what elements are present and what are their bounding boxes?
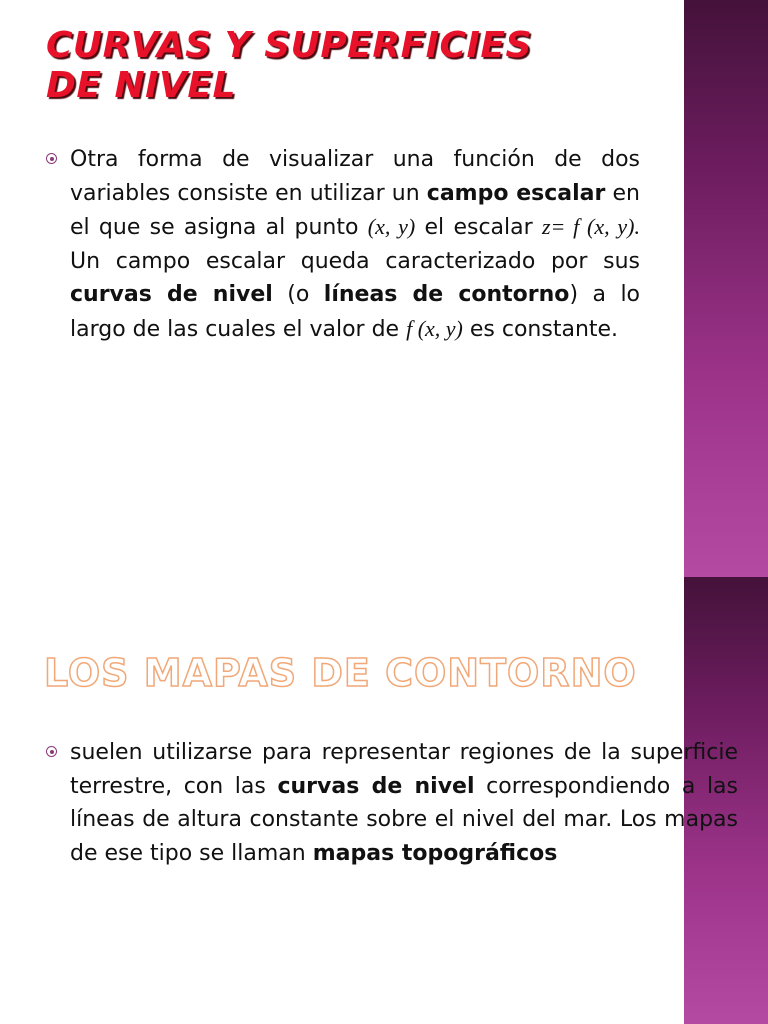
text-run: ) a lo largo de las cuales el valor de [70, 282, 641, 342]
sidebar-segment-top [684, 0, 768, 577]
bold-term-curvas-de-nivel: curvas de nivel [277, 773, 475, 799]
slide-title-line-1: CURVAS Y SUPERFICIES [46, 25, 532, 66]
bullet-item-contour-maps [46, 736, 746, 906]
math-point: (x, y) [367, 214, 416, 240]
bold-term-lineas-de-contorno: líneas de contorno [323, 282, 570, 308]
text-run: el escalar [415, 215, 542, 241]
bold-term-campo-escalar: campo escalar [426, 180, 606, 206]
text-run: es constante. [462, 316, 619, 342]
bullet-circle-icon [46, 746, 57, 757]
slide-title-line-2: DE NIVEL [46, 65, 236, 106]
text-run: (o [272, 282, 324, 308]
bullet-paragraph [70, 143, 640, 347]
text-run: correspondiendo a las líneas de altura constante sobre el nivel del mar. Los mapas de ese tipo se llaman [70, 773, 739, 866]
text-run: en el que se asigna al punto [70, 180, 640, 241]
text-run: suelen utilizarse para representar regiones de la superficie terrestre, con las [70, 740, 738, 799]
bold-term-curvas-de-nivel: curvas de nivel [70, 282, 273, 308]
bullet-paragraph [70, 736, 738, 870]
text-run: Un campo escalar queda caracterizado por sus [70, 248, 640, 274]
section-title: LOS MAPAS DE CONTORNO [44, 651, 637, 695]
bullet-item-level-curves [46, 143, 646, 383]
slide-title [46, 26, 666, 106]
bullet-circle-icon [46, 153, 57, 164]
math-function-value: f (x, y) [406, 315, 463, 341]
math-function: z= f (x, y). [541, 214, 641, 240]
bold-term-mapas-topograficos: mapas topográficos [312, 840, 558, 866]
text-run: Otra forma de visualizar una función de dos variables consiste en utilizar un [70, 147, 640, 206]
